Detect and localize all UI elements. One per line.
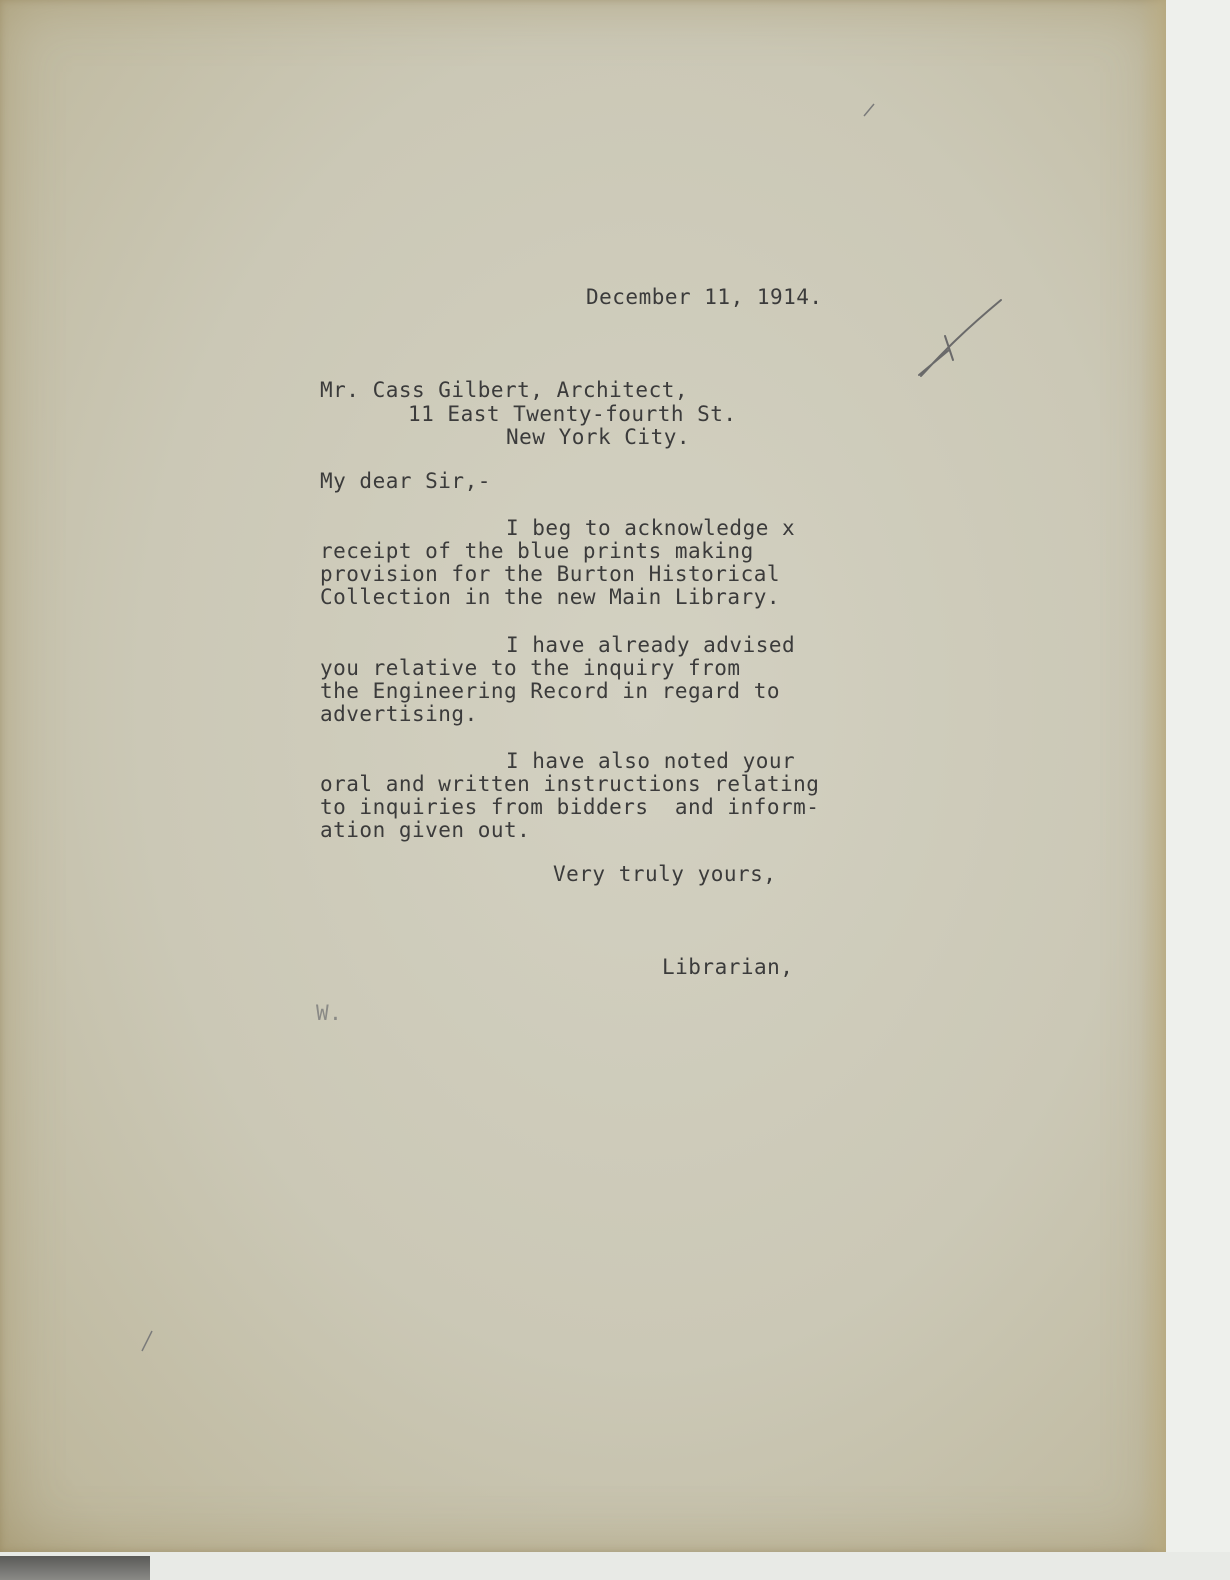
paragraph-1-line-2: receipt of the blue prints making — [320, 539, 754, 563]
pencil-stray-mark-icon — [138, 1325, 158, 1355]
addressee-line-2: 11 East Twenty-fourth St. — [408, 402, 737, 426]
closing: Very truly yours, — [553, 862, 777, 886]
paragraph-3-line-2: oral and written instructions relating — [320, 772, 820, 796]
salutation: My dear Sir,- — [320, 469, 491, 493]
paragraph-2-line-2: you relative to the inquiry from — [320, 656, 741, 680]
pencil-tick-icon — [860, 100, 880, 120]
typist-initials: W. — [316, 1001, 343, 1025]
paragraph-2-line-1: I have already advised — [506, 633, 796, 657]
page-edge-shading — [1140, 0, 1166, 1552]
paragraph-3-line-4: ation given out. — [320, 818, 531, 842]
addressee-line-3: New York City. — [506, 425, 691, 449]
paragraph-1-line-3: provision for the Burton Historical — [320, 562, 781, 586]
scan-background — [0, 1552, 1230, 1580]
paragraph-3-line-1: I have also noted your — [506, 749, 796, 773]
letter-date: December 11, 1914. — [586, 285, 823, 309]
signature-title: Librarian, — [662, 955, 794, 979]
addressee-line-1: Mr. Cass Gilbert, Architect, — [320, 378, 689, 402]
paragraph-1-line-4: Collection in the new Main Library. — [320, 585, 781, 609]
paragraph-3-line-3: to inquiries from bidders and inform- — [320, 795, 820, 819]
paragraph-2-line-3: the Engineering Record in regard to — [320, 679, 781, 703]
pencil-check-mark-icon — [905, 290, 1015, 390]
paragraph-1-line-1: I beg to acknowledge x — [506, 516, 796, 540]
scan-corner-shadow — [0, 1556, 150, 1580]
paragraph-2-line-4: advertising. — [320, 702, 478, 726]
